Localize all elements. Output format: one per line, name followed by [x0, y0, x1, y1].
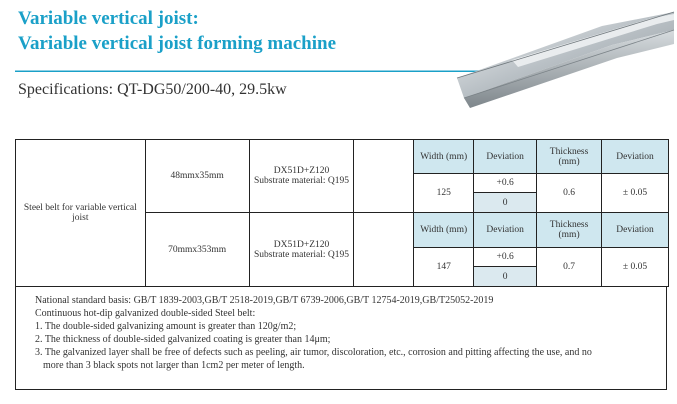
title-line-2: Variable vertical joist forming machine: [18, 33, 337, 54]
thickness-header: Thickness (mm): [537, 213, 602, 248]
deviation-header: Deviation: [474, 140, 537, 174]
width-header: Width (mm): [414, 213, 474, 248]
title-rule: [15, 71, 485, 72]
deviation-plus: +0.6: [474, 174, 537, 193]
note-3-continued: more than 3 black spots not larger than 1cm2 per meter of length.: [43, 360, 305, 371]
thickness-value: 0.6: [537, 174, 602, 213]
material-grade: DX51D+Z120: [273, 166, 330, 176]
specification-table: [15, 139, 669, 287]
material-cell: [249, 213, 354, 287]
deviation-plus: +0.6: [474, 248, 537, 267]
table-row: [16, 140, 669, 174]
material-cell: [249, 140, 354, 213]
specifications-text: Specifications: QT-DG50/200-40, 29.5kw: [18, 81, 287, 98]
substrate-material: Substrate material: Q195: [254, 176, 349, 186]
width-value: 125: [414, 174, 474, 213]
size-cell: 48mmx35mm: [145, 140, 249, 213]
product-label: Steel belt for variable vertical joist: [16, 140, 146, 287]
empty-cell: [354, 140, 414, 213]
thickness-deviation-header: Deviation: [602, 213, 669, 248]
thickness-value: 0.7: [537, 248, 602, 287]
deviation-zero: 0: [474, 193, 537, 213]
substrate-material: Substrate material: Q195: [254, 249, 349, 260]
deviation-header: Deviation: [474, 213, 537, 248]
material-grade: DX51D+Z120: [273, 239, 330, 250]
width-header: Width (mm): [414, 140, 474, 174]
deviation-zero: 0: [474, 267, 537, 287]
size-cell: 70mmx353mm: [145, 213, 249, 287]
thickness-deviation-value: ± 0.05: [602, 174, 669, 213]
note-1: 1. The double-sided galvanizing amount is greater than 120g/m2;: [35, 321, 297, 332]
thickness-deviation-header: Deviation: [602, 140, 669, 174]
galvanized-belt-line: Continuous hot-dip galvanized double-sided Steel belt:: [35, 308, 256, 319]
title-line-1: Variable vertical joist:: [18, 8, 199, 29]
note-2: 2. The thickness of double-sided galvanized coating is greater than 14μm;: [35, 334, 331, 345]
national-standard-line: National standard basis: GB/T 1839-2003,GB/T 2518-2019,GB/T 6739-2006,GB/T 12754-2019,GB/T25052-2019: [35, 295, 494, 306]
empty-cell: [354, 213, 414, 287]
steel-joist-image: [452, 0, 677, 112]
note-3: 3. The galvanized layer shall be free of defects such as peeling, air tumor, discoloration, etc., corrosion and pitting affecting the use, and no: [35, 347, 592, 358]
width-value: 147: [414, 248, 474, 287]
thickness-deviation-value: ± 0.05: [602, 248, 669, 287]
thickness-header: Thickness (mm): [537, 140, 602, 174]
standards-notes: [15, 286, 667, 390]
